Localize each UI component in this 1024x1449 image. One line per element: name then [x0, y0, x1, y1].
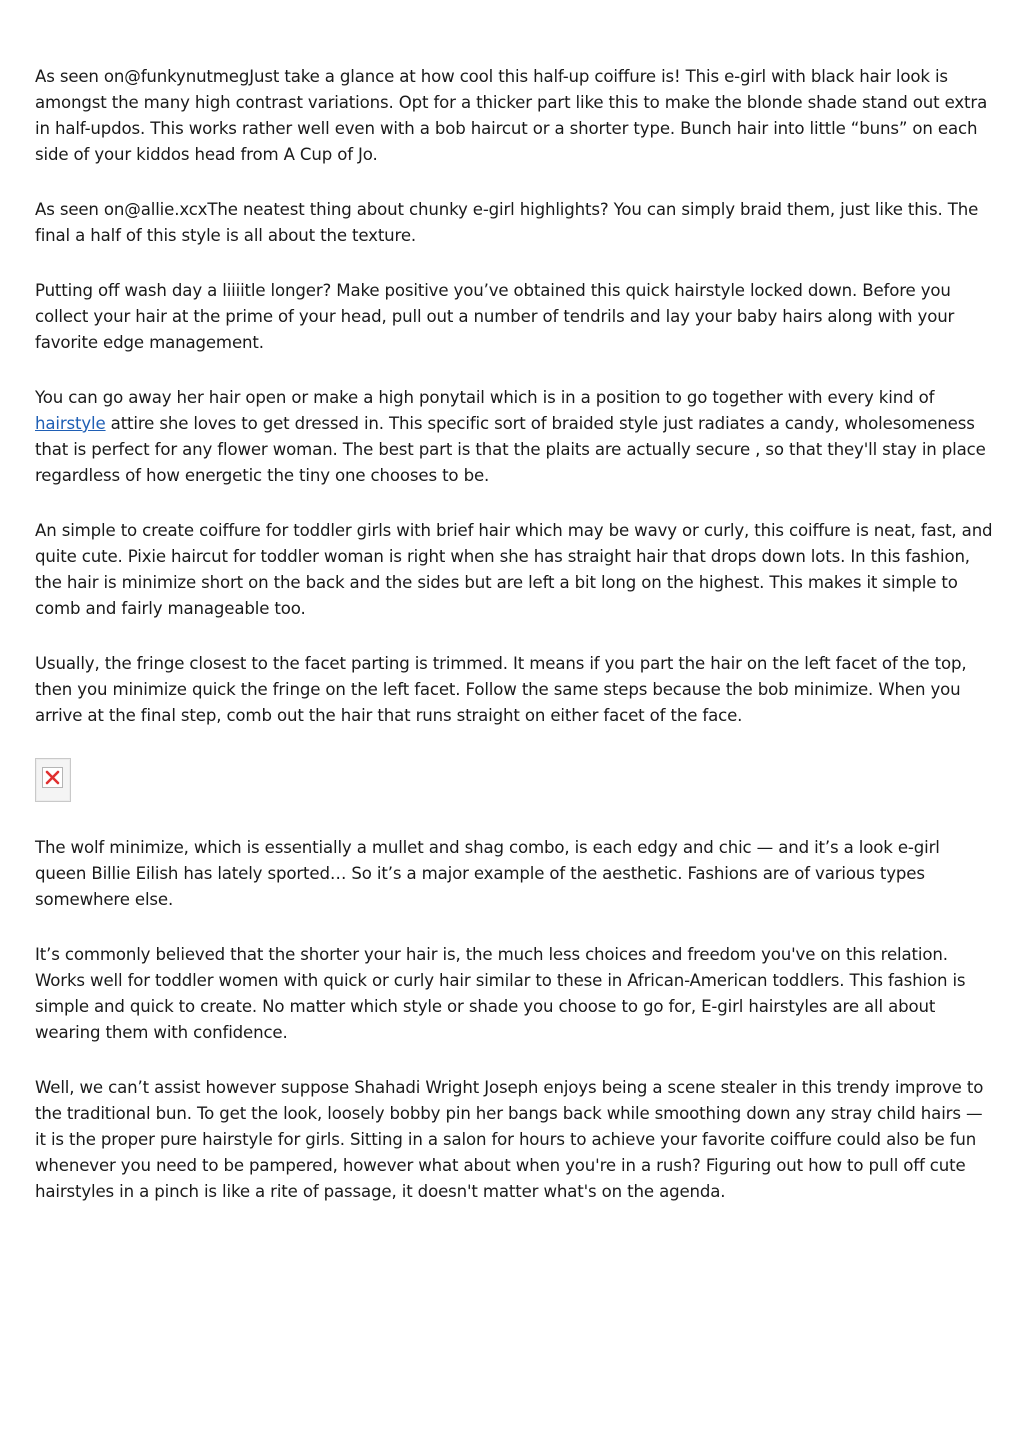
paragraph-9: Well, we can’t assist however suppose Shahadi Wright Joseph enjoys being a scene stealer in this trendy improve to the traditional bun. To get the look, loosely bobby pin her bangs back while smoothing down any stray child hairs — it is the proper pure hairstyle for girls. Sitting in a salon for hours to achieve your favorite coiffure could also be fun whenever you need to be pampered, however what about when you're in a rush? Figuring out how to pull off cute hairstyles in a pinch is like a rite of passage, it doesn't matter what's on the agenda. [35, 1078, 984, 1201]
paragraph-7: The wolf minimize, which is essentially a mullet and shag combo, is each edgy and chic — and it’s a look e-girl queen Billie Eilish has lately sported… So it’s a major example of the aesthetic. Fashions are of various types somewhere else. [35, 838, 940, 909]
document-page [35, 64, 993, 1234]
red-x-icon [45, 770, 60, 785]
paragraph-6: Usually, the fringe closest to the facet parting is trimmed. It means if you part the hair on the left facet of the top, then you minimize quick the fringe on the left facet. Follow the same steps because the bob minimize. When you arrive at the final step, comb out the hair that runs straight on either facet of the face. [35, 654, 967, 725]
paragraph-1: As seen on@funkynutmegJust take a glance at how cool this half-up coiffure is! This e-girl with black hair look is amongst the many high contrast variations. Opt for a thicker part like this to make the blonde shade stand out extra in half-updos. This works rather well even with a bob haircut or a shorter type. Bunch hair into little “buns” on each side of your kiddos head from A Cup of Jo. [35, 67, 988, 164]
broken-image-icon [42, 767, 63, 788]
hairstyle-link[interactable]: hairstyle [35, 414, 106, 433]
paragraph-5: An simple to create coiffure for toddler girls with brief hair which may be wavy or curly, this coiffure is neat, fast, and quite cute. Pixie haircut for toddler woman is right when she has straight hair that drops down lots. In this fashion, the hair is minimize short on the back and the sides but are left a bit long on the highest. This makes it simple to comb and fairly manageable too. [35, 521, 993, 618]
paragraph-4 [35, 385, 993, 489]
paragraph-8: It’s commonly believed that the shorter your hair is, the much less choices and freedom you've on this relation. Works well for toddler women with quick or curly hair similar to these in African-American toddlers. This fashion is simple and quick to create. No matter which style or shade you choose to go for, E-girl hairstyles are all about wearing them with confidence. [35, 945, 966, 1042]
paragraph-2: As seen on@allie.xcxThe neatest thing about chunky e-girl highlights? You can simply braid them, just like this. The final a half of this style is all about the texture. [35, 200, 979, 245]
broken-image-placeholder [35, 758, 71, 802]
paragraph-3: Putting off wash day a liiiitle longer? Make positive you’ve obtained this quick hairstyle locked down. Before you collect your hair at the prime of your head, pull out a number of tendrils and lay your baby hairs along with your favorite edge management. [35, 281, 955, 352]
paragraph-4-after: attire she loves to get dressed in. This specific sort of braided style just radiates a candy, wholesomeness that is perfect for any flower woman. The best part is that the plaits are actually secure , so that they'll stay in place regardless of how energetic the tiny one chooses to be. [35, 414, 986, 485]
paragraph-4-before: You can go away her hair open or make a high ponytail which is in a position to go together with every kind of [35, 388, 935, 407]
